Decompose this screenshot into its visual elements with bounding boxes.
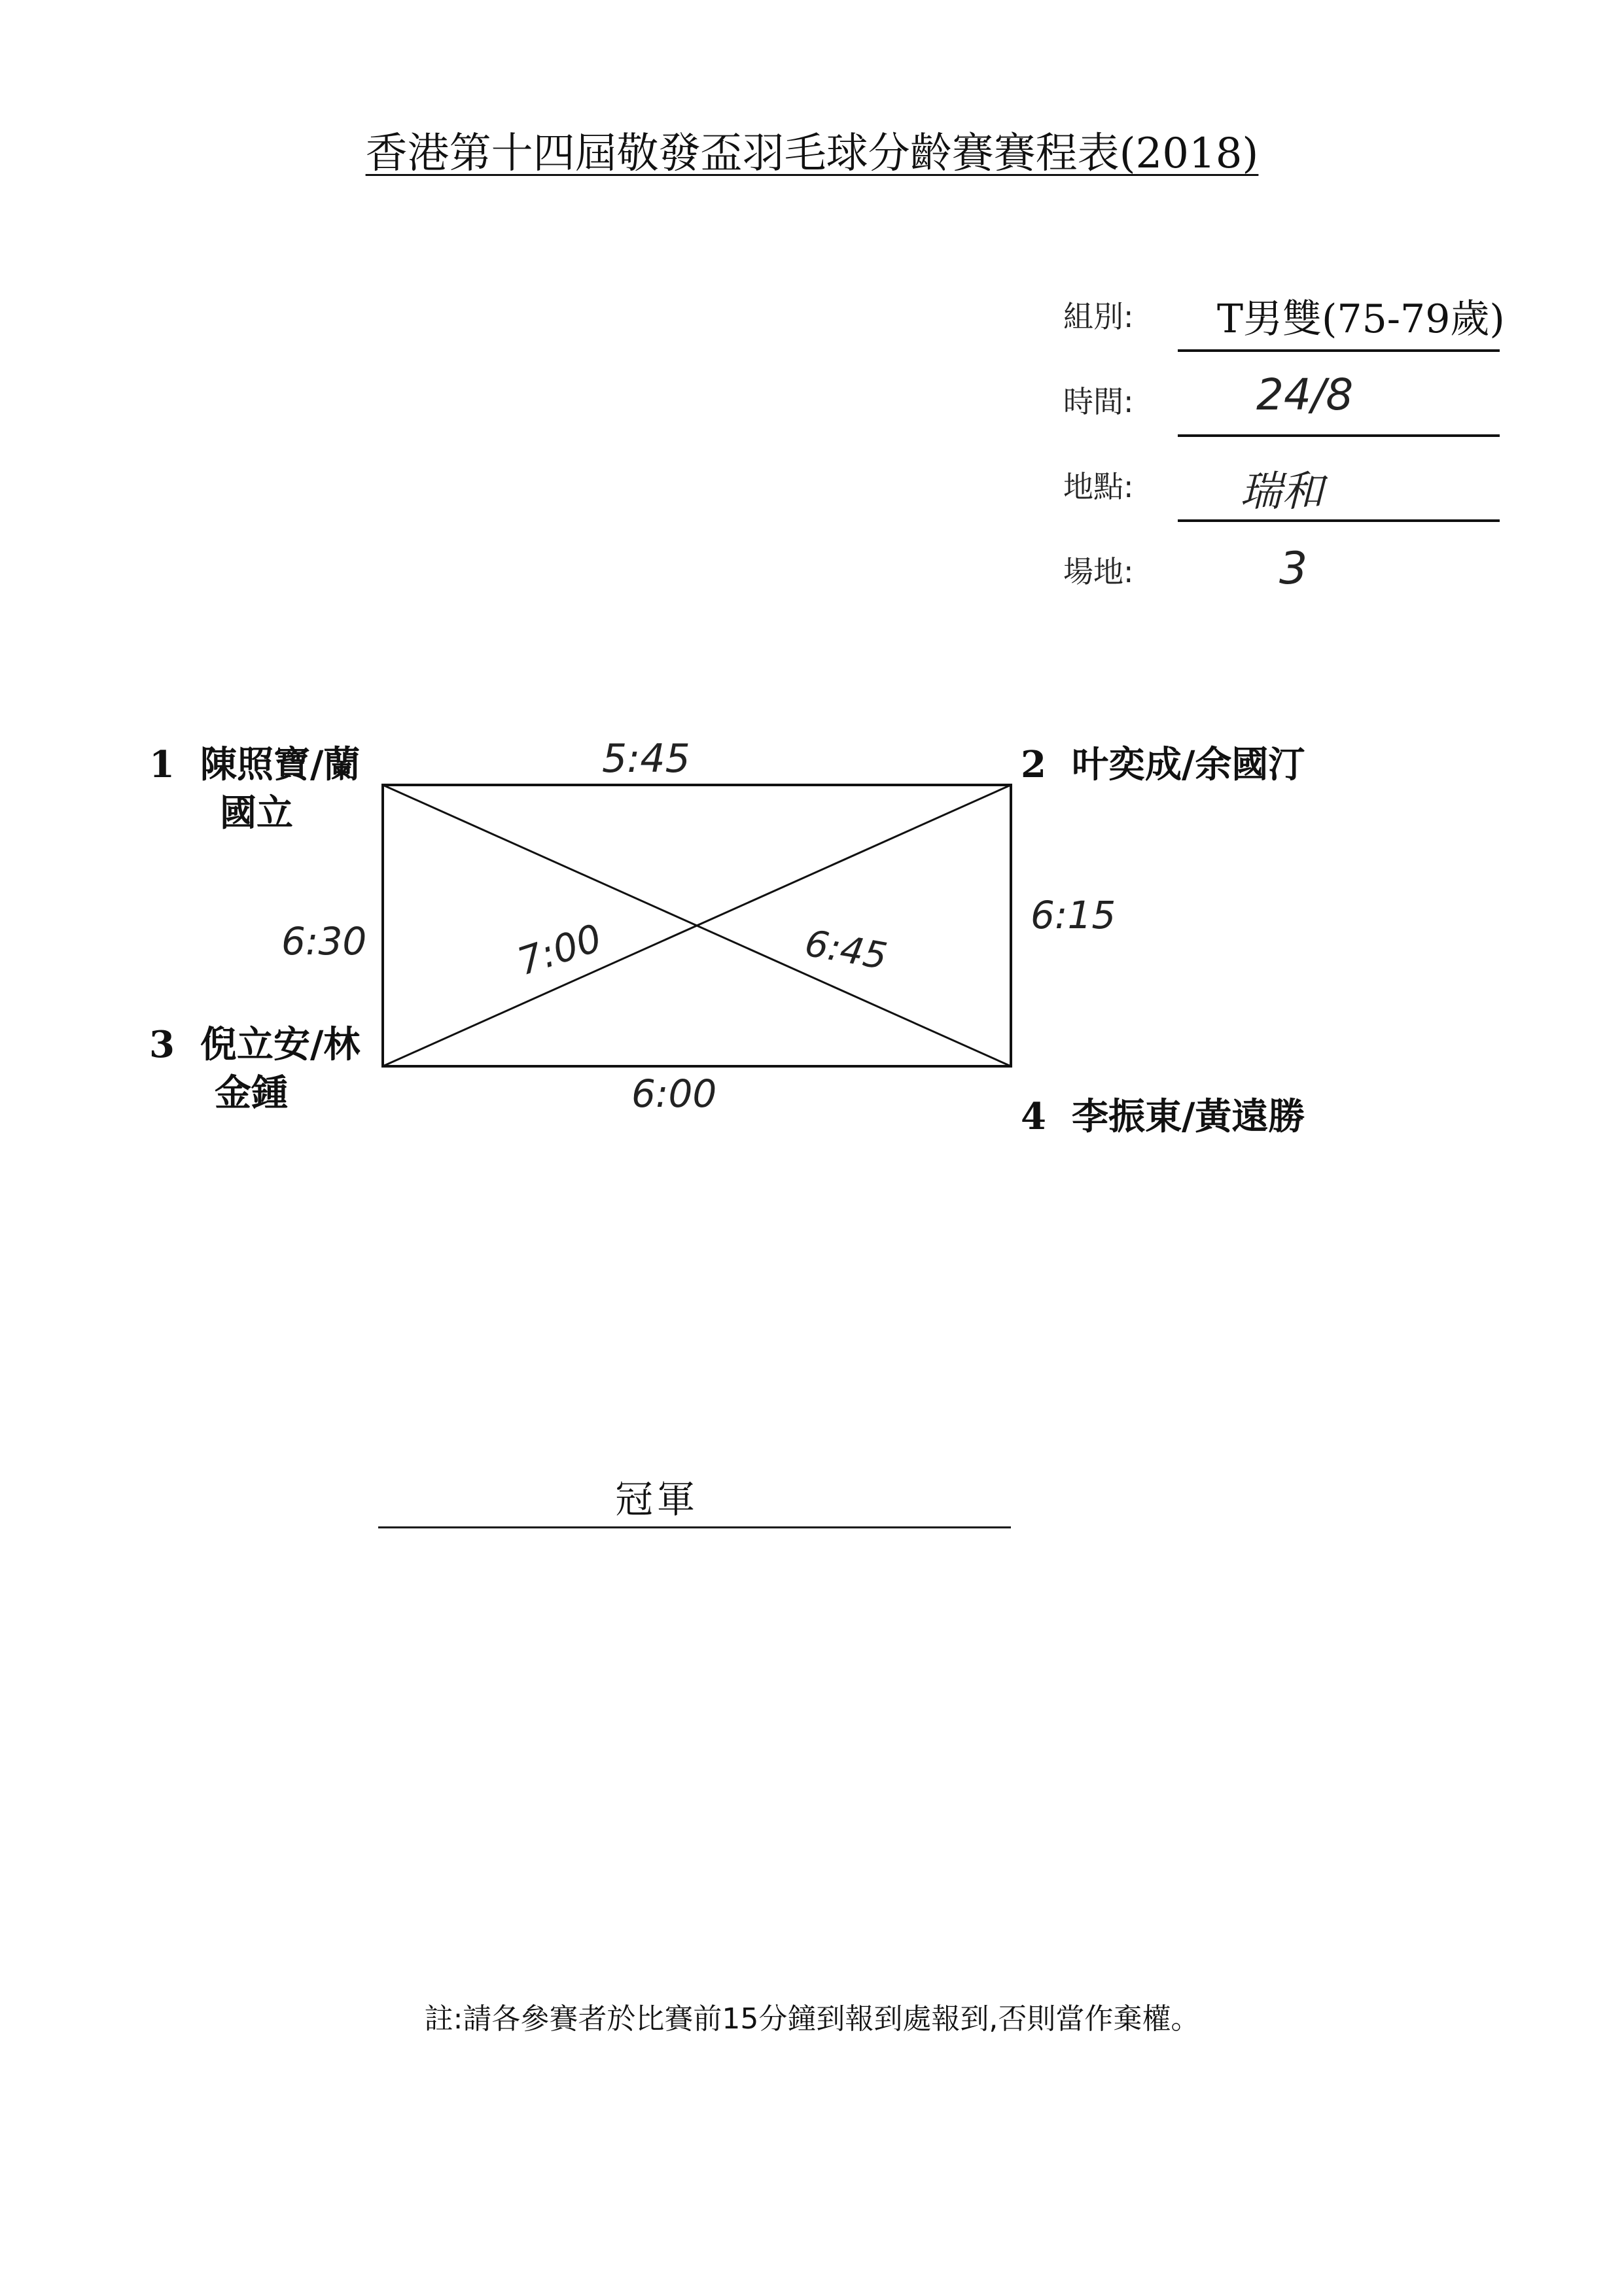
team-4-number: 4	[1021, 1095, 1046, 1138]
team-4	[1021, 1092, 1305, 1141]
team-2-number: 2	[1021, 743, 1046, 786]
team-1-number: 1	[149, 743, 175, 786]
match-time-2-vs-4: 6:15	[1031, 893, 1116, 937]
team-4-names: 李振東/黃遠勝	[1071, 1095, 1305, 1138]
team-1-names-line1: 陳照寶/蘭	[200, 743, 361, 786]
match-time-1-vs-4: 6:45	[802, 922, 891, 979]
group-label: 組別:	[1063, 299, 1134, 334]
venue-value: 瑞和	[1240, 468, 1324, 516]
team-3-names-line1: 倪立安/林	[200, 1023, 361, 1066]
venue-label: 地點:	[1063, 469, 1134, 504]
match-time-3-vs-4: 6:00	[631, 1071, 717, 1116]
match-time-1-vs-2: 5:45	[602, 736, 690, 782]
match-time-3-vs-2: 7:00	[512, 915, 607, 984]
time-label: 時間:	[1063, 384, 1134, 419]
match-time-1-vs-3: 6:30	[281, 919, 367, 964]
court-label: 場地:	[1063, 554, 1134, 589]
team-1-names-line2: 國立	[220, 791, 293, 835]
team-3	[149, 1020, 360, 1117]
footnote: 註:請各參賽者於比賽前15分鐘到報到處報到,否則當作棄權。	[424, 2002, 1200, 2036]
team-3-number: 3	[149, 1023, 175, 1066]
champion-label: 冠軍	[615, 1477, 699, 1522]
team-2-names: 叶奕成/余國汀	[1071, 743, 1305, 786]
group-value: T男雙(75-79歲)	[1217, 296, 1505, 342]
page-title: 香港第十四屆敬發盃羽毛球分齡賽賽程表(2018)	[365, 130, 1259, 178]
team-3-names-line2: 金鍾	[215, 1071, 288, 1115]
team-2	[1021, 740, 1305, 789]
team-1	[149, 740, 360, 837]
time-value: 24/8	[1256, 370, 1354, 420]
court-value: 3	[1279, 543, 1308, 595]
